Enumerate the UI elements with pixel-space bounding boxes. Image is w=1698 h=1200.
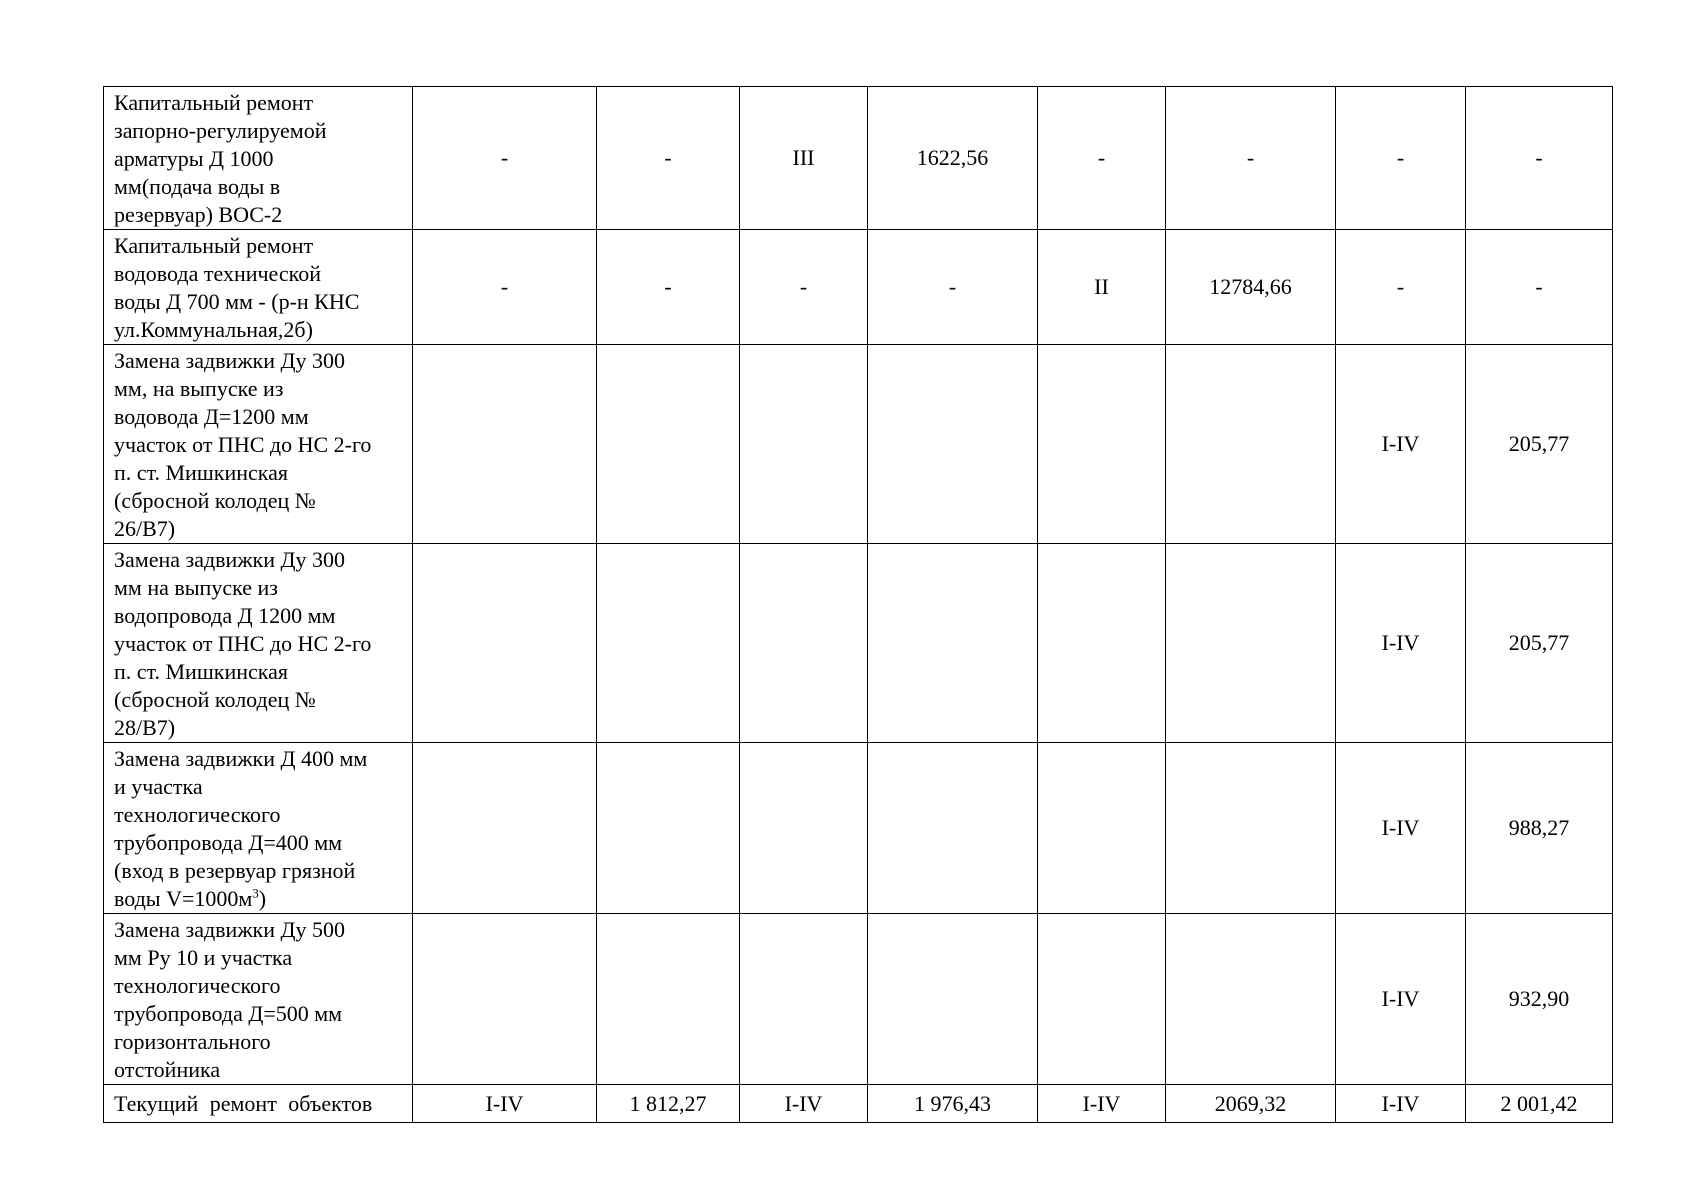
table-row <box>104 743 1613 914</box>
value-cell: 1 812,27 <box>597 1085 740 1123</box>
value-cell <box>1166 743 1336 914</box>
table-row <box>104 914 1613 1085</box>
value-cell: 12784,66 <box>1166 230 1336 345</box>
work-name-cell: Капитальный ремонт водовода технической воды Д 700 мм - (р-н КНС ул.Коммунальная,2б) <box>104 230 413 345</box>
value-cell <box>413 345 597 544</box>
value-cell <box>597 914 740 1085</box>
value-cell <box>868 544 1038 743</box>
value-cell: 2 001,42 <box>1466 1085 1613 1123</box>
value-cell: I-IV <box>1336 914 1466 1085</box>
value-cell <box>597 345 740 544</box>
value-cell: I-IV <box>1336 743 1466 914</box>
value-cell <box>1166 914 1336 1085</box>
value-cell: 205,77 <box>1466 544 1613 743</box>
value-cell <box>1166 544 1336 743</box>
work-name-text: Замена задвижки Д 400 мм и участка технологического трубопровода Д=400 мм (вход в резервуар грязной воды V=1000м <box>114 746 368 911</box>
superscript: 3 <box>252 885 259 901</box>
value-cell <box>740 345 868 544</box>
value-cell: I-IV <box>1336 1085 1466 1123</box>
work-name-cell: Замена задвижки Ду 300 мм на выпуске из водопровода Д 1200 мм участок от ПНС до НС 2-го п. ст. Мишкинская (сбросной колодец № 28/В7) <box>104 544 413 743</box>
value-cell: I-IV <box>1038 1085 1166 1123</box>
repair-schedule-table <box>103 86 1613 1123</box>
value-cell <box>1166 345 1336 544</box>
value-cell: I-IV <box>740 1085 868 1123</box>
table-row <box>104 1085 1613 1123</box>
value-cell: - <box>413 230 597 345</box>
value-cell: - <box>1336 87 1466 230</box>
table-row <box>104 230 1613 345</box>
value-cell: III <box>740 87 868 230</box>
work-name-cell: Замена задвижки Ду 300 мм, на выпуске из водовода Д=1200 мм участок от ПНС до НС 2-го п. ст. Мишкинская (сбросной колодец № 26/В7) <box>104 345 413 544</box>
value-cell: - <box>597 230 740 345</box>
value-cell <box>1038 544 1166 743</box>
value-cell <box>413 743 597 914</box>
value-cell <box>413 914 597 1085</box>
value-cell <box>597 544 740 743</box>
value-cell <box>413 544 597 743</box>
value-cell: I-IV <box>1336 544 1466 743</box>
work-name-cell: Замена задвижки Ду 500 мм Ру 10 и участка технологического трубопровода Д=500 мм горизонтального отстойника <box>104 914 413 1085</box>
value-cell: - <box>1466 87 1613 230</box>
value-cell: 932,90 <box>1466 914 1613 1085</box>
value-cell: - <box>413 87 597 230</box>
work-name-cell <box>104 743 413 914</box>
value-cell <box>1038 345 1166 544</box>
value-cell: - <box>597 87 740 230</box>
value-cell <box>740 743 868 914</box>
value-cell: - <box>868 230 1038 345</box>
value-cell: I-IV <box>1336 345 1466 544</box>
value-cell: - <box>1466 230 1613 345</box>
value-cell <box>1038 914 1166 1085</box>
value-cell <box>868 743 1038 914</box>
value-cell: - <box>1166 87 1336 230</box>
value-cell: 1 976,43 <box>868 1085 1038 1123</box>
value-cell: - <box>740 230 868 345</box>
table-row <box>104 544 1613 743</box>
work-name-cell: Капитальный ремонт запорно-регулируемой арматуры Д 1000 мм(подача воды в резервуар) ВОС-2 <box>104 87 413 230</box>
value-cell: 1622,56 <box>868 87 1038 230</box>
value-cell: I-IV <box>413 1085 597 1123</box>
table-row <box>104 87 1613 230</box>
value-cell <box>597 743 740 914</box>
value-cell: - <box>1038 87 1166 230</box>
value-cell: 2069,32 <box>1166 1085 1336 1123</box>
value-cell <box>740 914 868 1085</box>
table-row <box>104 345 1613 544</box>
value-cell <box>868 914 1038 1085</box>
work-name-tail: ) <box>258 886 267 911</box>
value-cell <box>1038 743 1166 914</box>
value-cell: - <box>1336 230 1466 345</box>
value-cell <box>868 345 1038 544</box>
work-name-cell: Текущий ремонт объектов <box>104 1085 413 1123</box>
value-cell: 988,27 <box>1466 743 1613 914</box>
value-cell: II <box>1038 230 1166 345</box>
value-cell: 205,77 <box>1466 345 1613 544</box>
value-cell <box>740 544 868 743</box>
